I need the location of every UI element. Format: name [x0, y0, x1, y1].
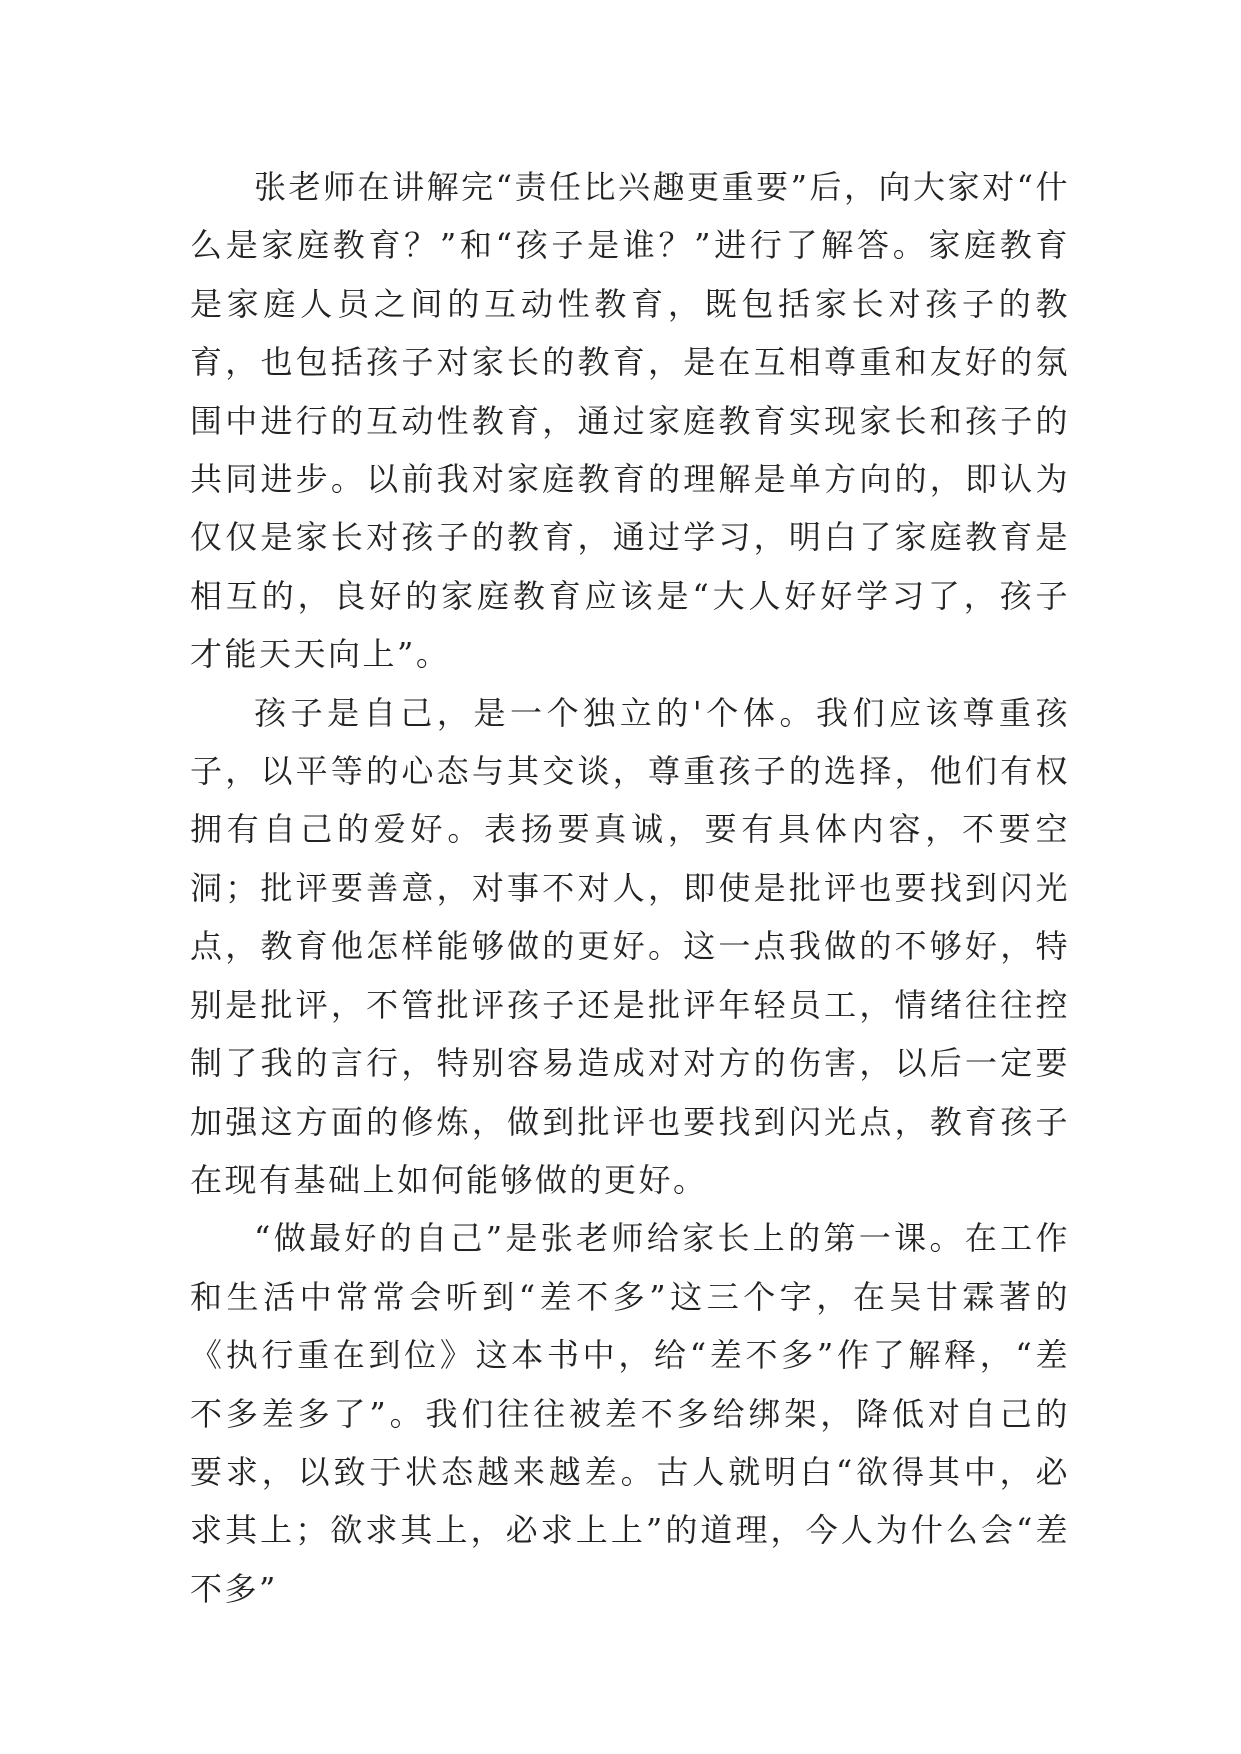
paragraph-3: “做最好的自己”是张老师给家长上的第一课。在工作和生活中常常会听到“差不多”这三个字，在吴甘霖著的《执行重在到位》这本书中，给“差不多”作了解释，“差不多差多了”。我们往往被差不多给绑架，降低对自己的要求，以致于状态越来越差。古人就明白“欲得其中，必求其上；欲求其上，必求上上”的道理，今人为什么会“差不多”	[190, 1219, 1070, 1608]
paragraph-1: 张老师在讲解完“责任比兴趣更重要”后，向大家对“什么是家庭教育？”和“孩子是谁？”进行了解答。家庭教育是家庭人员之间的互动性教育，既包括家长对孩子的教育，也包括孩子对家长的教育，是在互相尊重和友好的氛围中进行的互动性教育，通过家庭教育实现家长和孩子的共同进步。以前我对家庭教育的理解是单方向的，即认为仅仅是家长对孩子的教育，通过学习，明白了家庭教育是相互的，良好的家庭教育应该是“大人好好学习了，孩子才能天天向上”。	[190, 168, 1070, 674]
document-body	[190, 158, 1070, 1618]
paragraph-2: 孩子是自己，是一个独立的'个体。我们应该尊重孩子，以平等的心态与其交谈，尊重孩子的选择，他们有权拥有自己的爱好。表扬要真诚，要有具体内容，不要空洞；批评要善意，对事不对人，即使是批评也要找到闪光点，教育他怎样能够做的更好。这一点我做的不够好，特别是批评，不管批评孩子还是批评年轻员工，情绪往往控制了我的言行，特别容易造成对对方的伤害，以后一定要加强这方面的修炼，做到批评也要找到闪光点，教育孩子在现有基础上如何能够做的更好。	[190, 693, 1070, 1199]
